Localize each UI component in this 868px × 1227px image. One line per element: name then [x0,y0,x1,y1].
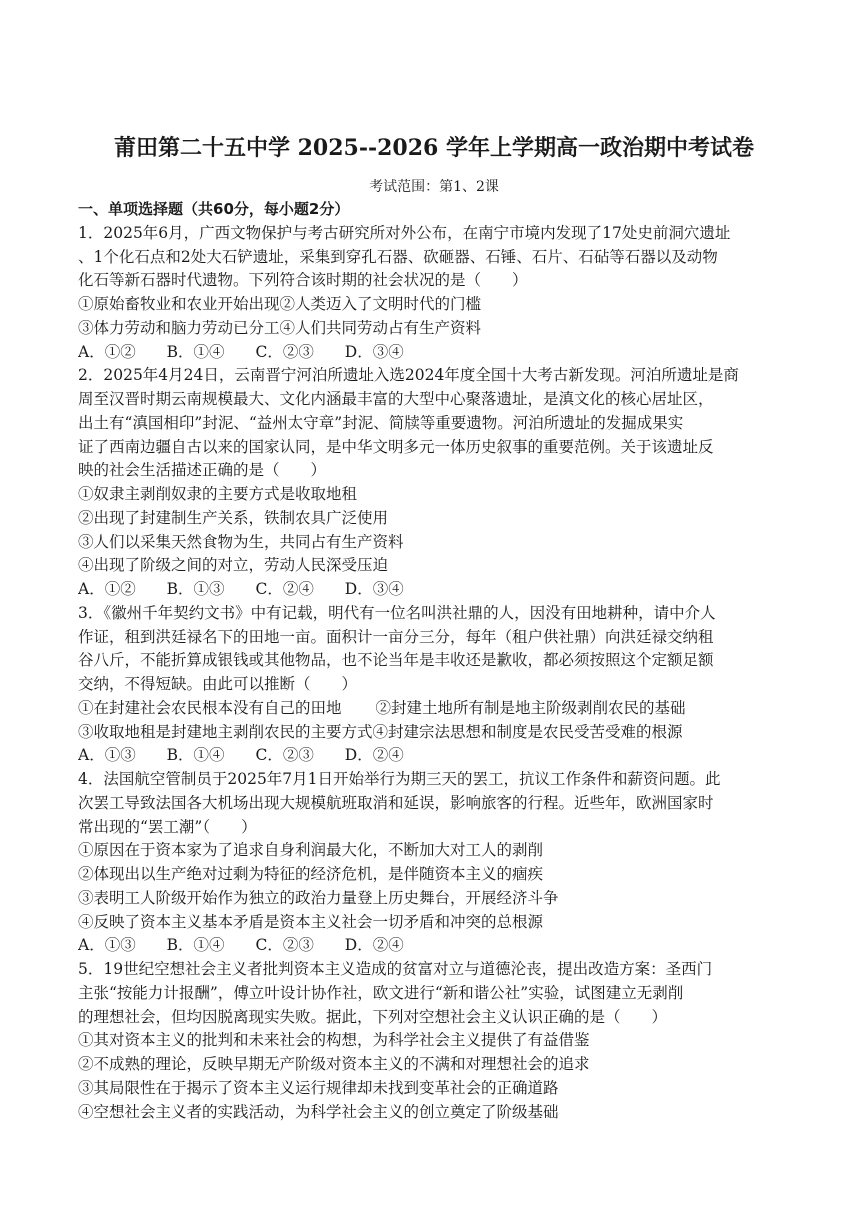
option-b: B．①③ [166,580,225,598]
choice-line: ④出现了阶级之间的对立，劳动人民深受压迫 [78,556,389,575]
question-2 [78,364,798,602]
question-stem-line: 、1个化石点和2处大石铲遗址，采集到穿孔石器、砍砸器、石锤、石片、石砧等石器以及动物 [78,247,718,266]
choice-line: ③体力劳动和脑力劳动已分工④人们共同劳动占有生产资料 [78,318,482,337]
choice-line: ④空想社会主义者的实践活动，为科学社会主义的创立奠定了阶级基础 [78,1102,559,1121]
choice-item: ③收取地租是封建地主剥削农民的主要方式 [78,722,373,741]
option-a: A．①③ [78,936,136,955]
question-stem-line: 证了西南边疆自古以来的国家认同，是中华文明多元一体历史叙事的重要范例。关于该遗址反 [78,437,714,456]
option-b: B．①④ [166,746,225,765]
question-1 [78,222,798,365]
choice-line: ①原始畜牧业和农业开始出现②人类迈入了文明时代的门槛 [78,295,482,313]
question-stem-line: 谷八斤，不能折算成银钱或其他物品，也不论当年是丰收还是歉收，都必须按照这个定额足额 [78,651,714,670]
option-c: C．②③ [255,746,314,765]
question-stem-line: 3．《徽州千年契约文书》中有记载，明代有一位名叫洪社鼎的人，因没有田地耕种，请中介人 [78,603,716,622]
choice-item: ②封建土地所有制是地主阶级剥削农民的基础 [375,698,686,717]
answer-options [78,578,798,602]
question-stem-line: 主张“按能力计报酬”，傅立叶设计协作社，欧文进行“新和谐公社”实验，试图建立无剥削 [78,983,684,1002]
question-stem-line: 4．法国航空管制员于2025年7月1日开始举行为期三天的罢工，抗议工作条件和薪资问题。此 [78,770,721,788]
choice-line: ①其对资本主义的批判和未来社会的构想，为科学社会主义提供了有益借鉴 [78,1031,590,1050]
question-5 [78,958,798,1124]
exam-scope: 考试范围：第1、2课 [369,179,499,195]
option-d: D．③④ [344,342,404,361]
option-a: A．①② [78,342,136,361]
choice-item: ④封建宗法思想和制度是农民受苦受难的根源 [372,722,683,741]
page-title: 莆田第二十五中学 2025--2026 学年上学期高一政治期中考试卷 [113,135,755,161]
choice-line [78,697,798,721]
question-stem-line: 常出现的“罢工潮”（ ） [78,817,257,836]
option-b: B．①④ [166,342,225,361]
section-heading: 一、单项选择题（共60分，每小题2分） [78,200,350,218]
option-c: C．②③ [255,342,314,361]
choice-line: ③其局限性在于揭示了资本主义运行规律却未找到变革社会的正确道路 [78,1078,559,1097]
choice-line: ①奴隶主剥削奴隶的主要方式是收取地租 [78,485,358,503]
option-b: B．①④ [166,936,225,955]
choice-line: ③人们以采集天然食物为生，共同占有生产资料 [78,532,404,551]
question-4 [78,768,798,958]
choice-line: ①原因在于资本家为了追求自身利润最大化，不断加大对工人的剥削 [78,841,544,860]
choice-line: ②不成熟的理论，反映早期无产阶级对资本主义的不满和对理想社会的追求 [78,1055,590,1073]
option-a: A．①③ [78,746,136,765]
question-stem-line: 周至汉晋时期云南规模最大、文化内涵最丰富的大型中心聚落遗址，是滇文化的核心居址区， [78,390,714,408]
question-stem-line: 出土有“滇国相印”封泥、“益州太守章”封泥、简牍等重要遗物。河泊所遗址的发掘成果实 [78,413,684,432]
option-c: C．②③ [255,936,314,955]
answer-options [78,744,798,768]
option-d: D．②④ [344,746,404,765]
choice-line [78,721,798,745]
choice-line: ④反映了资本主义基本矛盾是资本主义社会一切矛盾和冲突的总根源 [78,912,544,931]
question-stem-line: 交纳，不得短缺。由此可以推断（ ） [78,675,358,693]
question-stem-line: 映的社会生活描述正确的是（ ） [78,461,327,480]
question-stem-line: 的理想社会，但均因脱离现实失败。据此，下列对空想社会主义认识正确的是（ ） [78,1007,668,1026]
question-3 [78,602,798,768]
option-d: D．②④ [344,936,404,955]
question-stem-line: 化石等新石器时代遗物。下列符合该时期的社会状况的是（ ） [78,271,528,290]
question-stem-line: 1．2025年6月，广西文物保护与考古研究所对外公布，在南宁市境内发现了17处史前洞穴遗址 [78,223,731,242]
option-c: C．②④ [255,580,314,598]
choice-line: ③表明工人阶级开始作为独立的政治力量登上历史舞台，开展经济斗争 [78,888,559,907]
option-d: D．③④ [344,580,404,598]
answer-options [78,341,798,365]
choice-line: ②出现了封建制生产关系，铁制农具广泛使用 [78,508,389,527]
question-stem-line: 5．19世纪空想社会主义者批判资本主义造成的贫富对立与道德沦丧，提出改造方案：圣西门 [78,960,713,978]
exam-content [78,198,798,1124]
choice-item: ①在封建社会农民根本没有自己的田地 [78,698,342,717]
option-a: A．①② [78,580,136,598]
question-stem-line: 作证，租到洪廷禄名下的田地一亩。面积计一亩分三分，每年（租户供社鼎）向洪廷禄交纳租 [78,627,714,646]
question-stem-line: 次罢工导致法国各大机场出现大规模航班取消和延误，影响旅客的行程。近些年，欧洲国家时 [78,793,714,812]
choice-line: ②体现出以生产绝对过剩为特征的经济危机，是伴随资本主义的痼疾 [78,865,544,883]
answer-options [78,934,798,958]
question-stem-line: 2．2025年4月24日，云南晋宁河泊所遗址入选2024年度全国十大考古新发现。河泊所遗址是商 [78,366,739,385]
